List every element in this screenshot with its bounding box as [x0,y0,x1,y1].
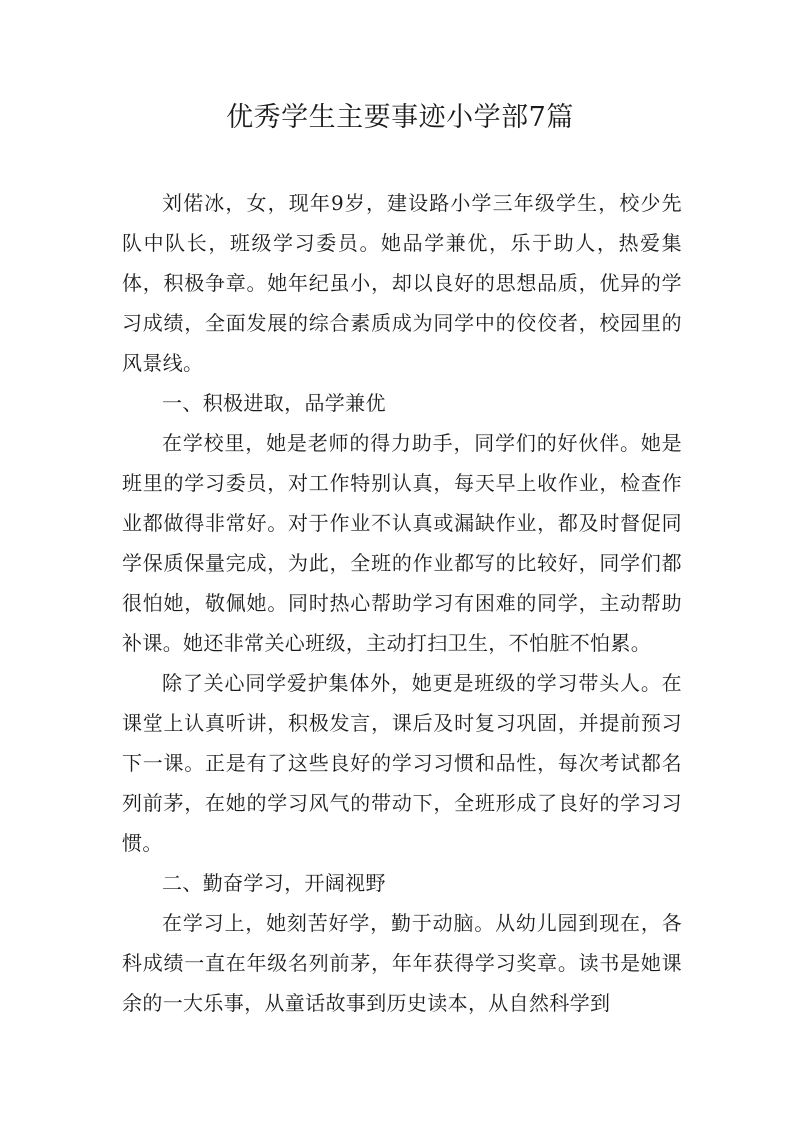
section-1-paragraph-2: 除了关心同学爱护集体外，她更是班级的学习带头人。在课堂上认真听讲，积极发言，课后及时复习巩固，并提前预习下一课。正是有了这些良好的学习习惯和品性，每次考试都名列前茅，在她的学习风气的带动下，全班形成了良好的学习习惯。 [122,671,682,855]
section-heading-1: 一、积极进取，品学兼优 [162,391,386,415]
section-heading-2: 二、勤奋学习，开阔视野 [162,871,386,895]
intro-paragraph: 刘偌冰，女，现年9岁，建设路小学三年级学生，校少先队中队长，班级学习委员。她品学兼优，乐于助人，热爱集体，积极争章。她年纪虽小，却以良好的思想品质，优异的学习成绩，全面发展的综合素质成为同学中的佼佼者，校园里的风景线。 [122,191,682,375]
section-2-paragraph-1: 在学习上，她刻苦好学，勤于动脑。从幼儿园到现在，各科成绩一直在年级名列前茅，年年获得学习奖章。读书是她课余的一大乐事，从童话故事到历史读本，从自然科学到 [122,911,682,1015]
document-title: 优秀学生主要事迹小学部7篇 [226,102,574,133]
document-body [122,183,682,1023]
section-1-paragraph-1: 在学校里，她是老师的得力助手，同学们的好伙伴。她是班里的学习委员，对工作特别认真，每天早上收作业，检查作业都做得非常好。对于作业不认真或漏缺作业，都及时督促同学保质保量完成，为此，全班的作业都写的比较好，同学们都很怕她，敬佩她。同时热心帮助学习有困难的同学，主动帮助补课。她还非常关心班级，主动打扫卫生，不怕脏不怕累。 [122,431,682,655]
